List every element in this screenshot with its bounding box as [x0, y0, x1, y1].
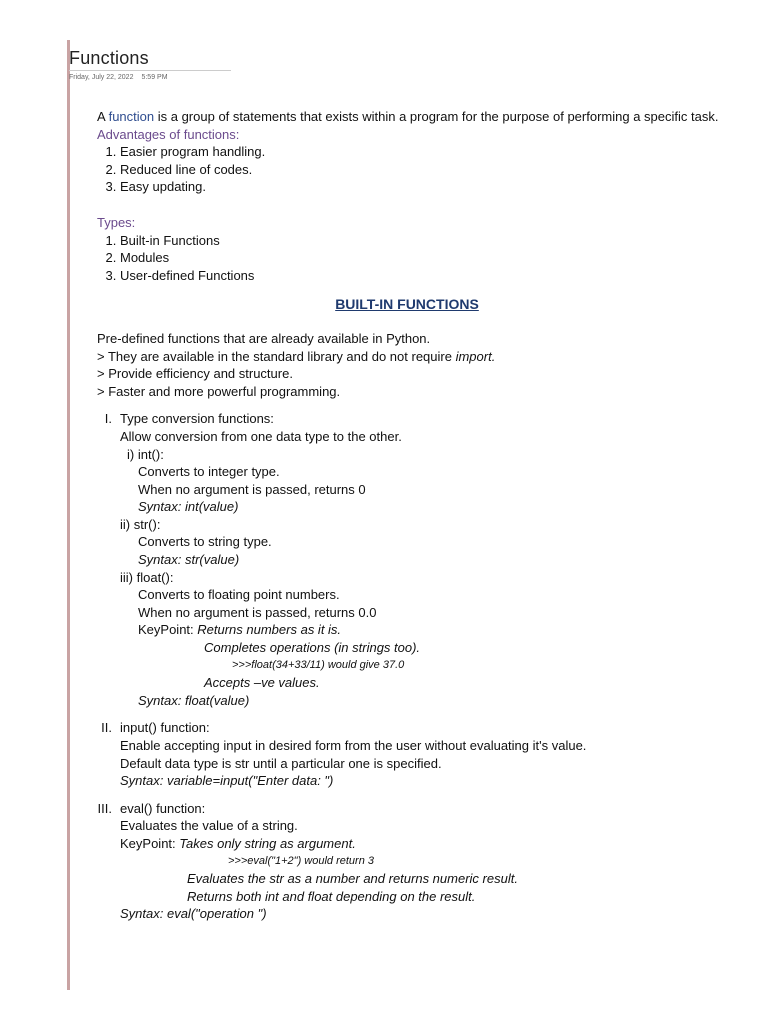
list-item: 1. Easier program handling. — [120, 143, 727, 161]
section-title: eval() function: — [120, 800, 206, 816]
builtin-line: > Provide efficiency and structure. — [97, 366, 293, 382]
keypoint-label: KeyPoint: — [138, 622, 198, 638]
str-line: Converts to string type. — [138, 534, 272, 550]
float-label: iii) float(): — [120, 569, 174, 585]
section-syntax: Syntax: variable=input("Enter data: ") — [120, 773, 334, 789]
spacer — [97, 400, 727, 410]
advantages-list — [97, 143, 727, 196]
keyword-function: function — [108, 109, 155, 124]
section-title: Type conversion functions: — [120, 411, 274, 427]
int-syntax: Syntax: int(value) — [138, 499, 239, 515]
intro-rest: is a group of statements that exists within a program for the purpose of performing a specific task. — [154, 109, 719, 124]
section-desc: Allow conversion from one data type to the other. — [120, 428, 402, 444]
section-input — [97, 719, 727, 789]
spacer — [97, 709, 727, 719]
builtin-line-text: > They are available in the standard library and do not require — [97, 348, 456, 364]
float-example: >>>float(34+33/11) would give 37.0 — [232, 658, 405, 671]
list-item: 1. Built-in Functions — [120, 232, 727, 250]
float-line: When no argument is passed, returns 0.0 — [138, 604, 377, 620]
page-title[interactable]: Functions — [69, 48, 149, 68]
int-line: Converts to integer type. — [138, 464, 280, 480]
eval-note: Returns both int and float depending on the result. — [187, 888, 476, 904]
page-date: Friday, July 22, 2022 — [69, 74, 134, 81]
section-eval — [97, 800, 727, 923]
note-body[interactable] — [97, 108, 727, 923]
page-margin-line — [67, 40, 70, 990]
section-title: input() function: — [120, 720, 210, 736]
section-line: Enable accepting input in desired form from the user without evaluating it's value. — [120, 738, 587, 753]
list-item: 3. Easy updating. — [120, 178, 727, 196]
section-desc: Evaluates the value of a string. — [120, 818, 298, 834]
section-line: Default data type is str until a particular one is specified. — [120, 755, 442, 771]
roman-numeral: III. — [97, 800, 112, 816]
eval-example: >>>eval("1+2") would return 3 — [228, 854, 375, 867]
advantages-heading: Advantages of functions: — [97, 126, 240, 142]
builtin-line: > Faster and more powerful programming. — [97, 383, 341, 399]
roman-numeral: II. — [101, 720, 112, 736]
float-note: Accepts –ve values. — [204, 675, 320, 691]
builtin-line — [97, 348, 727, 366]
float-line: Converts to floating point numbers. — [138, 587, 340, 603]
spacer — [97, 196, 727, 214]
float-note: Completes operations (in strings too). — [204, 640, 421, 656]
spacer — [97, 790, 727, 800]
list-item: 3. User-defined Functions — [120, 267, 727, 285]
page-timestamp — [69, 74, 168, 81]
title-divider — [69, 70, 231, 71]
float-syntax: Syntax: float(value) — [138, 692, 250, 708]
roman-numeral: I. — [104, 411, 112, 427]
eval-note: Evaluates the str as a number and returns numeric result. — [187, 871, 518, 887]
keypoint-text: Takes only string as argument. — [179, 835, 356, 851]
section-heading: BUILT-IN FUNCTIONS — [335, 296, 479, 313]
int-line: When no argument is passed, returns 0 — [138, 481, 366, 497]
page-time: 5:59 PM — [141, 74, 168, 81]
float-keypoint — [97, 621, 727, 639]
int-label: i) int(): — [127, 446, 164, 462]
section-syntax: Syntax: eval("operation ") — [120, 906, 267, 922]
section-type-conversion — [97, 410, 727, 445]
eval-keypoint — [120, 835, 727, 853]
types-list — [97, 232, 727, 285]
list-item: 2. Reduced line of codes. — [120, 161, 727, 179]
keypoint-text: Returns numbers as it is. — [197, 622, 342, 638]
builtin-line: Pre-defined functions that are already available in Python. — [97, 330, 431, 346]
types-heading: Types: — [97, 214, 136, 230]
import-keyword: import. — [455, 348, 496, 364]
str-label: ii) str(): — [120, 516, 161, 532]
intro-prefix: A — [97, 109, 109, 124]
str-syntax: Syntax: str(value) — [138, 552, 240, 568]
intro-paragraph — [97, 108, 727, 126]
list-item: 2. Modules — [120, 249, 727, 267]
keypoint-label: KeyPoint: — [120, 835, 180, 851]
